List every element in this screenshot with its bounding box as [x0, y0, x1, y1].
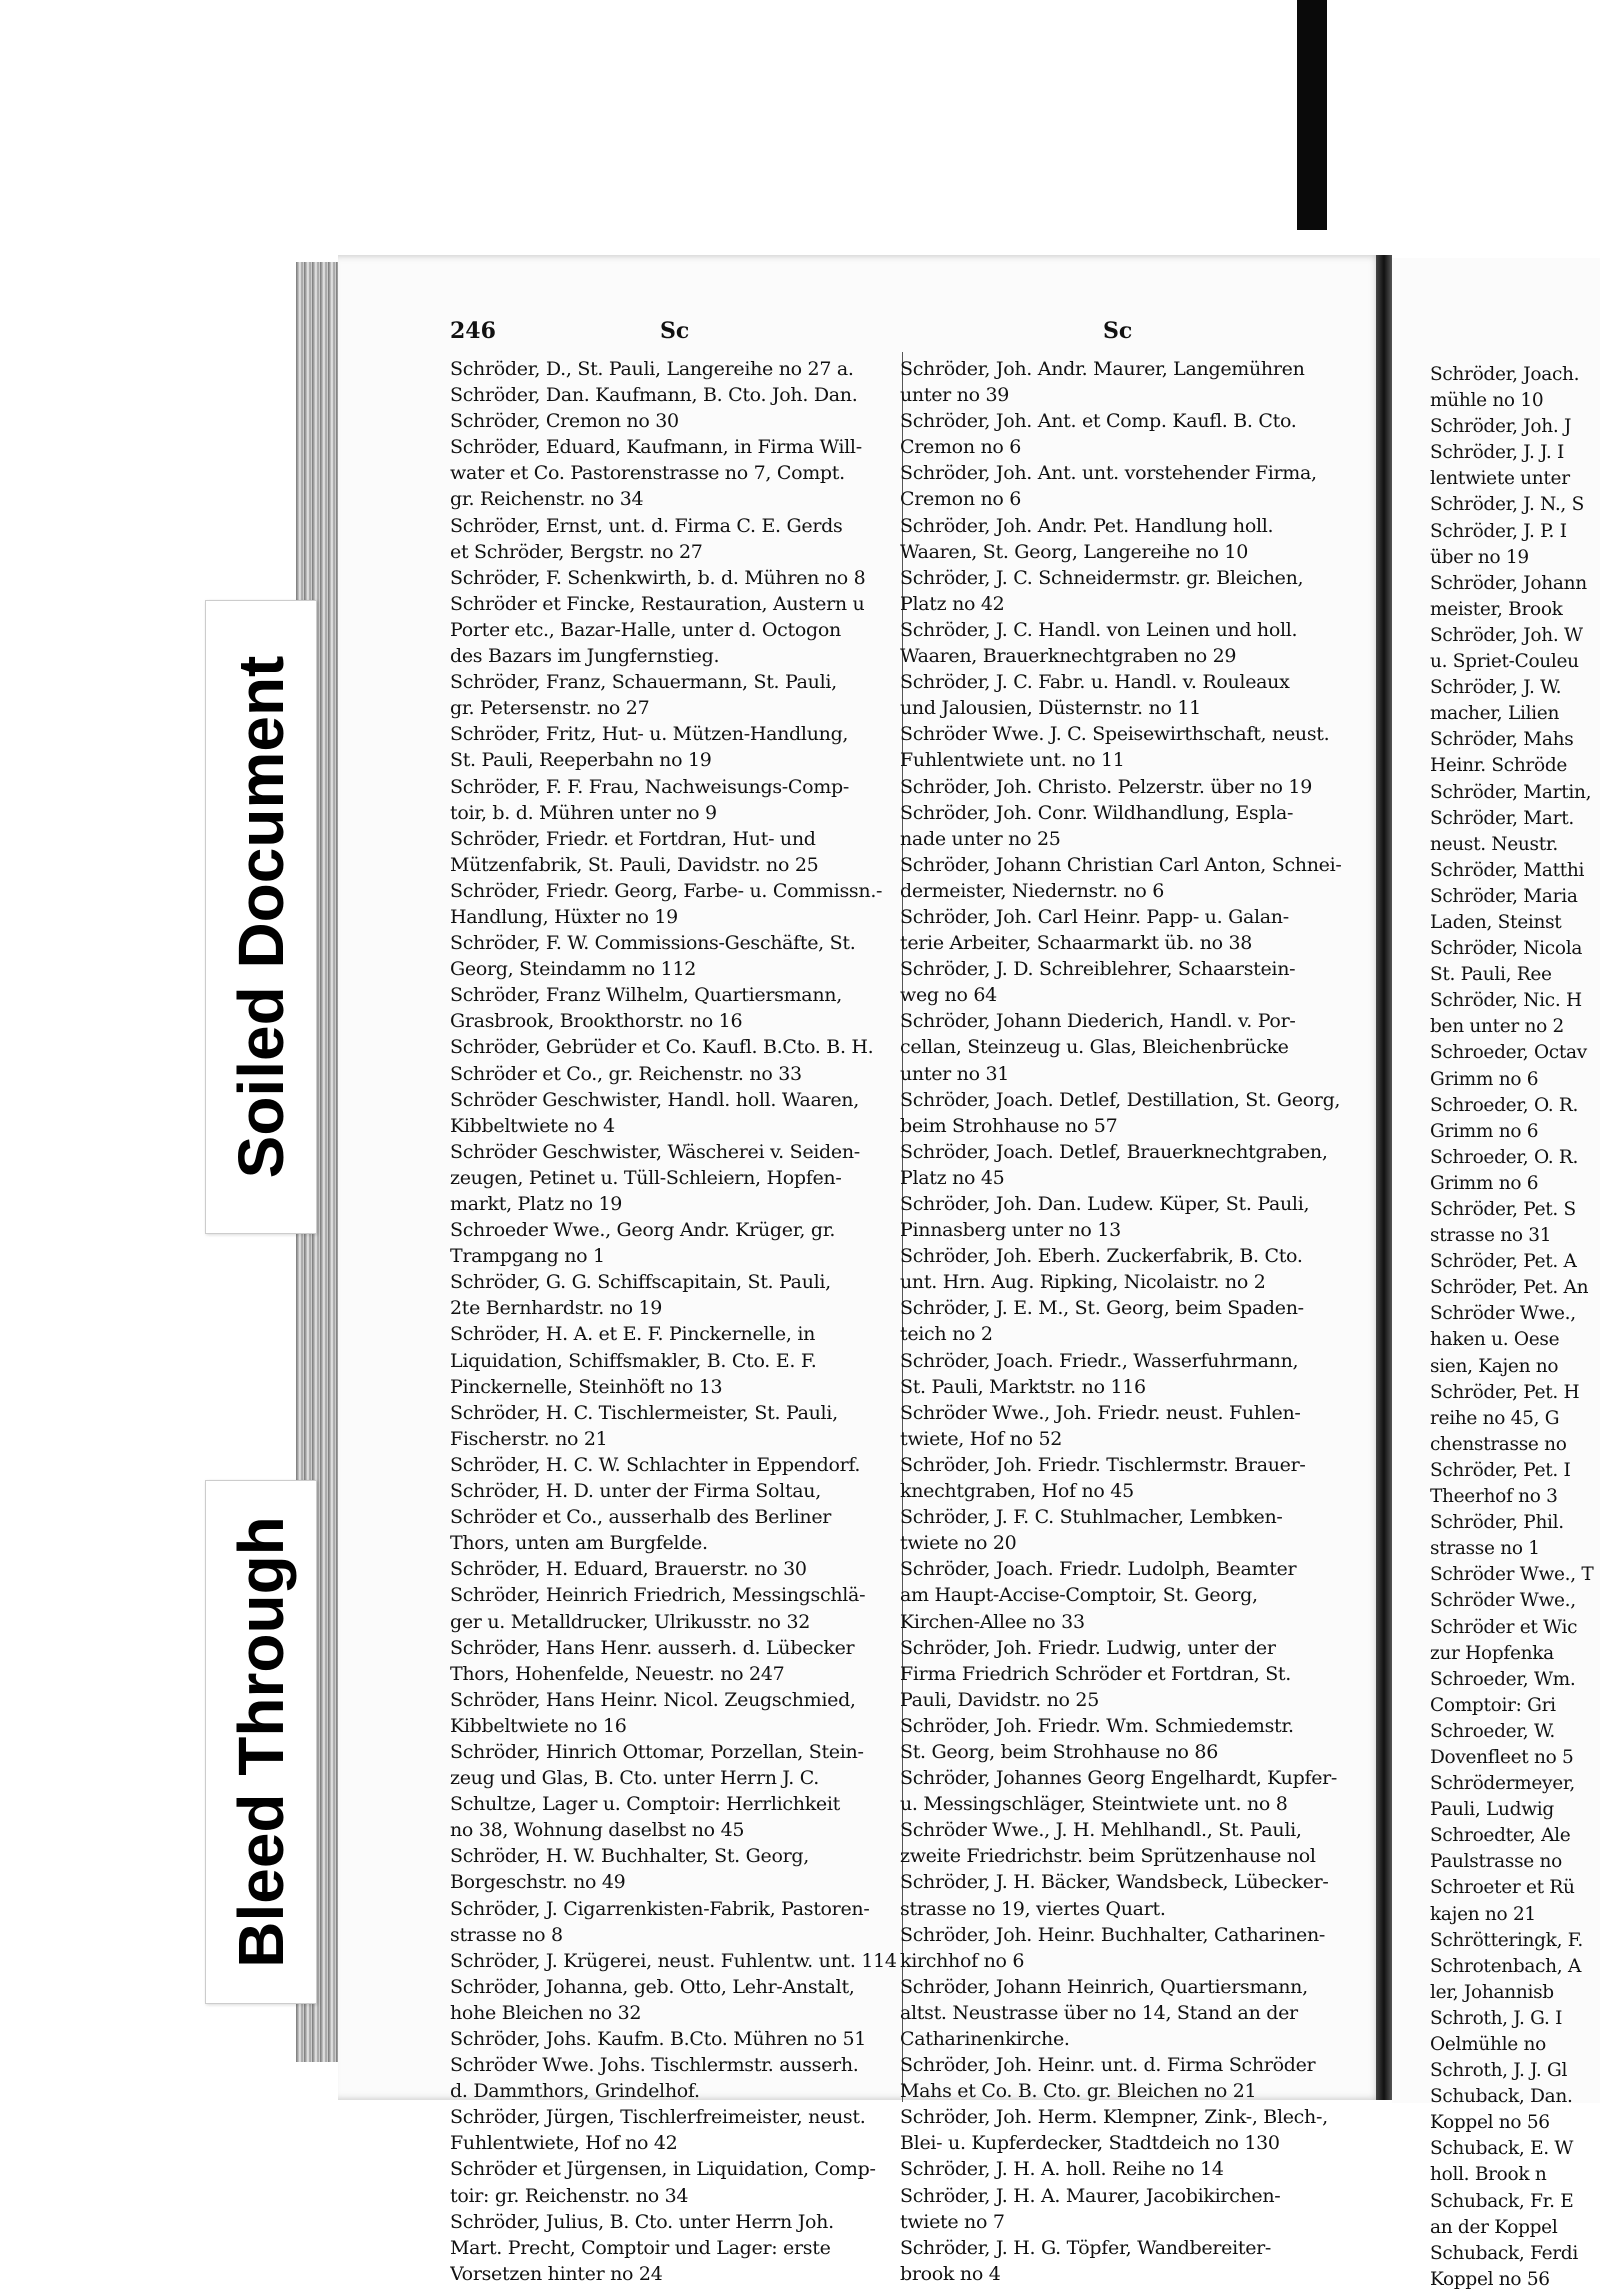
directory-line: Schröder, Joach. Detlef, Brauerknechtgraben, — [900, 1140, 1328, 1163]
directory-line: Schröder, Mahs — [1430, 729, 1574, 751]
directory-line: Catharinenkirche. — [900, 2028, 1070, 2050]
directory-line: brook no 4 — [900, 2262, 1001, 2285]
directory-line: Theerhof no 3 — [1430, 1486, 1558, 1508]
directory-line: Schröder, Joh. Ant. unt. vorstehender Firma, — [900, 462, 1317, 485]
directory-line: ger u. Metalldrucker, Ulrikusstr. no 32 — [450, 1610, 811, 1633]
directory-line: ler, Johannisb — [1430, 1981, 1554, 2003]
directory-line: Schröder, Hinrich Ottomar, Porzellan, Stein- — [450, 1740, 864, 1763]
directory-line: Schröder, Joach. Detlef, Destillation, St. Georg, — [900, 1088, 1341, 1111]
directory-line: Schröder, J. H. A. holl. Reihe no 14 — [900, 2158, 1224, 2181]
directory-line: Schröder, J. H. G. Töpfer, Wandbereiter- — [900, 2236, 1272, 2259]
directory-line: Schröder, Johann Heinrich, Quartiersmann, — [900, 1975, 1308, 1998]
directory-line: an der Koppel — [1430, 2216, 1558, 2238]
directory-line: Schröder, J. J. I — [1430, 442, 1564, 464]
directory-line: Dovenfleet no 5 — [1430, 1746, 1574, 1768]
directory-line: am Haupt-Accise-Comptoir, St. Georg, — [900, 1584, 1258, 1607]
directory-line: Mützenfabrik, St. Pauli, Davidstr. no 25 — [450, 853, 819, 876]
directory-line: Schröder, Matthi — [1430, 859, 1585, 881]
directory-line: Schröder, Joach. Friedr. Ludolph, Beamter — [900, 1558, 1297, 1581]
directory-line: Schröder, Hans Henr. ausserh. d. Lübecker — [450, 1636, 855, 1659]
directory-line: Schröder, Joh. W — [1430, 624, 1583, 646]
directory-line: Schröder, F. Schenkwirth, b. d. Mühren no 8 — [450, 566, 866, 589]
directory-line: des Bazars im Jungfernstieg. — [450, 645, 720, 668]
directory-line: Schroeder, Wm. — [1430, 1668, 1576, 1690]
directory-line: Schröder, Franz Wilhelm, Quartiersmann, — [450, 984, 842, 1007]
directory-line: Schröder, H. W. Buchhalter, St. Georg, — [450, 1845, 809, 1868]
directory-line: Schröder Geschwister, Wäscherei v. Seiden- — [450, 1140, 860, 1163]
directory-line: Waaren, Brauerknechtgraben no 29 — [900, 645, 1237, 668]
directory-line: Schröder et Co., ausserhalb des Berliner — [450, 1506, 832, 1529]
directory-line: Platz no 42 — [900, 592, 1005, 615]
directory-line: knechtgraben, Hof no 45 — [900, 1480, 1134, 1503]
directory-line: Schröder, Joh. Andr. Maurer, Langemühren — [900, 358, 1305, 380]
directory-line: Thors, Hohenfelde, Neuestr. no 247 — [450, 1662, 785, 1685]
directory-line: Schroeder, W. — [1430, 1720, 1556, 1742]
directory-line: unter no 39 — [900, 384, 1010, 407]
directory-line: Mart. Precht, Comptoir und Lager: erste — [450, 2236, 831, 2259]
directory-line: zeugen, Petinet u. Tüll-Schleiern, Hopfen- — [450, 1166, 842, 1189]
directory-line: unt. Hrn. Aug. Ripking, Nicolaistr. no 2 — [900, 1271, 1266, 1294]
directory-line: unter no 31 — [900, 1062, 1010, 1085]
directory-line: Kibbeltwiete no 16 — [450, 1714, 627, 1737]
directory-line: Schröder, Johann — [1430, 572, 1587, 594]
directory-line: Schröder, Joh. J — [1430, 416, 1572, 438]
directory-line: St. Georg, beim Strohhause no 86 — [900, 1740, 1218, 1763]
directory-line: Schuback, Fr. E — [1430, 2190, 1574, 2212]
running-head-right: Sc — [1103, 318, 1133, 344]
directory-line: Schröder, Joh. Friedr. Ludwig, unter der — [900, 1636, 1276, 1659]
directory-line: kajen no 21 — [1430, 1903, 1536, 1925]
directory-line: gr. Reichenstr. no 34 — [450, 488, 644, 511]
directory-line: Pinckernelle, Steinhöft no 13 — [450, 1375, 723, 1398]
running-head-left: Sc — [660, 318, 690, 344]
directory-line: mühle no 10 — [1430, 390, 1544, 412]
directory-line: Schröder, D., St. Pauli, Langereihe no 27 a. — [450, 358, 854, 380]
directory-line: d. Dammthors, Grindelhof. — [450, 2080, 700, 2103]
directory-line: Schröder et Co., gr. Reichenstr. no 33 — [450, 1062, 802, 1085]
directory-line: Vorsetzen hinter no 24 — [450, 2262, 663, 2285]
directory-line: holl. Brook n — [1430, 2164, 1547, 2186]
directory-line: und Jalousien, Düsternstr. no 11 — [900, 697, 1201, 720]
directory-line: Schröder, J. N., S — [1430, 494, 1584, 516]
directory-line: Schröder, J. Krügerei, neust. Fuhlentw. unt. 114 — [450, 1949, 897, 1972]
directory-line: Schroedter, Ale — [1430, 1825, 1571, 1847]
directory-line: hohe Bleichen no 32 — [450, 2001, 642, 2024]
directory-line: Paulstrasse no — [1430, 1851, 1562, 1873]
directory-line: chenstrasse no — [1430, 1433, 1567, 1455]
directory-line: Fuhlentwiete, Hof no 42 — [450, 2132, 678, 2155]
directory-line: Waaren, St. Georg, Langereihe no 10 — [900, 540, 1248, 563]
directory-line: Comptoir: Gri — [1430, 1694, 1556, 1716]
directory-line: Schuback, Dan. — [1430, 2086, 1573, 2108]
directory-line: Schröder Wwe., J. H. Mehlhandl., St. Pauli, — [900, 1819, 1302, 1842]
directory-line: Handlung, Hüxter no 19 — [450, 905, 678, 928]
directory-line: Schröder, J. F. C. Stuhlmacher, Lembken- — [900, 1506, 1283, 1529]
directory-line: Schröder, Gebrüder et Co. Kaufl. B.Cto. B. H. — [450, 1036, 874, 1059]
directory-line: Schröder, J. P. I — [1430, 520, 1567, 542]
directory-line: Schröder, Pet. I — [1430, 1459, 1571, 1481]
directory-line: Kibbeltwiete no 4 — [450, 1114, 615, 1137]
directory-line: Pinnasberg unter no 13 — [900, 1219, 1121, 1242]
directory-line: Schröder, Joach. — [1430, 364, 1580, 385]
directory-line: Schröder, Johanna, geb. Otto, Lehr-Anstalt, — [450, 1975, 855, 1998]
directory-line: zur Hopfenka — [1430, 1642, 1554, 1664]
directory-line: lentwiete unter — [1430, 468, 1570, 490]
directory-line: Schröder, Joach. Friedr., Wasserfuhrmann, — [900, 1349, 1299, 1372]
directory-line: u. Spriet-Couleu — [1430, 651, 1579, 673]
directory-line: Schröder, Hans Heinr. Nicol. Zeugschmied, — [450, 1688, 856, 1711]
directory-line: Grimm no 6 — [1430, 1172, 1539, 1194]
directory-line: Schröder Wwe., — [1430, 1303, 1576, 1325]
directory-line: beim Strohhause no 57 — [900, 1114, 1118, 1137]
directory-line: Schröder et Jürgensen, in Liquidation, Comp- — [450, 2158, 876, 2181]
directory-line: St. Pauli, Marktstr. no 116 — [900, 1375, 1146, 1398]
directory-line: Schröder Wwe., T — [1430, 1564, 1594, 1586]
directory-line: no 38, Wohnung daselbst no 45 — [450, 1819, 745, 1842]
directory-line: Schroeder, O. R. — [1430, 1146, 1579, 1168]
directory-line: Schröder, Pet. H — [1430, 1381, 1580, 1403]
directory-line: Firma Friedrich Schröder et Fortdran, St. — [900, 1662, 1291, 1685]
directory-line: Schröder Wwe. Johs. Tischlermstr. ausserh. — [450, 2054, 859, 2077]
directory-line: Schröder, G. G. Schiffscapitain, St. Pauli, — [450, 1271, 831, 1294]
directory-line: Schröder, Friedr. et Fortdran, Hut- und — [450, 827, 816, 850]
directory-line: Laden, Steinst — [1430, 911, 1562, 933]
directory-line: Mahs et Co. B. Cto. gr. Bleichen no 21 — [900, 2080, 1257, 2103]
directory-line: strasse no 19, viertes Quart. — [900, 1897, 1166, 1920]
directory-line: Schröder, Joh. Heinr. unt. d. Firma Schröder — [900, 2054, 1316, 2077]
directory-line: Schröder Geschwister, Handl. holl. Waaren, — [450, 1088, 859, 1111]
directory-line: Oelmühle no — [1430, 2034, 1546, 2055]
directory-line: toir, b. d. Mühren unter no 9 — [450, 801, 717, 824]
directory-line: Koppel no 56 — [1430, 2268, 1550, 2290]
directory-line: Porter etc., Bazar-Halle, unter d. Octogon — [450, 618, 841, 641]
directory-line: Schröder, J. D. Schreiblehrer, Schaarstein- — [900, 958, 1296, 981]
directory-line: nade unter no 25 — [900, 827, 1061, 850]
directory-line: Schroeder, O. R. — [1430, 1094, 1579, 1116]
directory-line: Schröder, Friedr. Georg, Farbe- u. Commissn.- — [450, 879, 883, 902]
directory-line: Schroeter et Rü — [1430, 1877, 1575, 1899]
directory-line: Grimm no 6 — [1430, 1068, 1539, 1090]
directory-line: zweite Friedrichstr. beim Sprützenhause nol — [900, 1845, 1316, 1868]
directory-line: Schröder, H. C. W. Schlachter in Eppendorf. — [450, 1453, 861, 1476]
directory-line: über no 19 — [1430, 546, 1529, 568]
directory-line: Schröder, Heinrich Friedrich, Messingschlä- — [450, 1584, 866, 1607]
directory-line: weg no 64 — [900, 984, 997, 1007]
directory-line: Schröder, Joh. Andr. Pet. Handlung holl. — [900, 514, 1274, 537]
directory-line: twiete, Hof no 52 — [900, 1427, 1063, 1450]
directory-line: Schröder, Johann Diederich, Handl. v. Por- — [900, 1010, 1296, 1033]
directory-line: Kirchen-Allee no 33 — [900, 1610, 1085, 1633]
directory-line: Schröder, Joh. Heinr. Buchhalter, Catharinen- — [900, 1923, 1326, 1946]
directory-line: Schröder, Joh. Eberh. Zuckerfabrik, B. Cto. — [900, 1245, 1303, 1268]
directory-line: sien, Kajen no — [1430, 1355, 1559, 1377]
directory-line: markt, Platz no 19 — [450, 1193, 623, 1215]
directory-line: terie Arbeiter, Schaarmarkt üb. no 38 — [900, 932, 1253, 955]
directory-line: Borgeschstr. no 49 — [450, 1871, 626, 1894]
directory-line: Schröder et Wic — [1430, 1616, 1578, 1638]
directory-line: strasse no 31 — [1430, 1225, 1552, 1247]
directory-line: Schröder, F. W. Commissions-Geschäfte, St. — [450, 932, 856, 955]
directory-line: Schröder, Jürgen, Tischlerfreimeister, neust. — [450, 2106, 866, 2129]
directory-line: Schröder, J. H. A. Maurer, Jacobikirchen- — [900, 2184, 1281, 2207]
directory-line: Schröder, Cremon no 30 — [450, 410, 679, 433]
directory-line: haken u. Oese — [1430, 1329, 1560, 1351]
directory-line: ben unter no 2 — [1430, 1016, 1565, 1038]
directory-line: dermeister, Niedernstr. no 6 — [900, 879, 1165, 902]
directory-line: Schröder, Joh. Carl Heinr. Papp- u. Galan- — [900, 905, 1289, 928]
directory-line: water et Co. Pastorenstrasse no 7, Compt. — [450, 462, 845, 485]
directory-line: macher, Lilien — [1430, 703, 1560, 725]
directory-line: Schrötteringk, F. — [1430, 1929, 1583, 1951]
directory-line: Schröder, J. E. M., St. Georg, beim Spaden- — [900, 1297, 1304, 1320]
directory-line: Schröder, J. Cigarrenkisten-Fabrik, Pastoren- — [450, 1897, 870, 1920]
directory-line: Schröder, Nicola — [1430, 938, 1583, 960]
directory-line: Schröder Wwe., — [1430, 1590, 1576, 1612]
directory-line: Schuback, Ferdi — [1430, 2242, 1578, 2264]
directory-line: Schröder, Joh. Friedr. Tischlermstr. Brauer- — [900, 1453, 1306, 1476]
directory-line: Schultze, Lager u. Comptoir: Herrlichkeit — [450, 1793, 840, 1816]
directory-line: Schröder, Mart. — [1430, 807, 1574, 829]
directory-line: Trampgang no 1 — [450, 1245, 605, 1268]
directory-line: 2te Bernhardstr. no 19 — [450, 1297, 663, 1320]
directory-line: altst. Neustrasse über no 14, Stand an der — [900, 2001, 1298, 2024]
directory-line: Schröder, Joh. Herm. Klempner, Zink-, Blech-, — [900, 2106, 1328, 2129]
directory-line: zeug und Glas, B. Cto. unter Herrn J. C. — [450, 1767, 820, 1790]
directory-line: Schrotenbach, A — [1430, 1955, 1581, 1977]
directory-line: Schröder, H. A. et E. F. Pinckernelle, in — [450, 1323, 816, 1346]
bleed-through-text: Bleed Through — [225, 1516, 297, 1968]
directory-line: Pauli, Davidstr. no 25 — [900, 1688, 1100, 1711]
directory-line: Fuhlentwiete unt. no 11 — [900, 749, 1125, 772]
directory-line: Schröder, F. F. Frau, Nachweisungs-Comp- — [450, 775, 849, 798]
directory-line: Schröder, Fritz, Hut- u. Mützen-Handlung, — [450, 723, 849, 746]
directory-line: teich no 2 — [900, 1323, 993, 1346]
directory-line: Schröder, Julius, B. Cto. unter Herrn Joh. — [450, 2210, 834, 2233]
directory-line: u. Messingschläger, Steintwiete unt. no 8 — [900, 1793, 1288, 1816]
directory-line: Schröder, Pet. An — [1430, 1277, 1589, 1299]
directory-line: Schröder, Joh. Conr. Wildhandlung, Espla- — [900, 801, 1294, 824]
directory-line: Schröder, H. Eduard, Brauerstr. no 30 — [450, 1558, 807, 1581]
directory-line: Schroth, J. G. I — [1430, 2007, 1563, 2029]
directory-line: Schröder, Nic. H — [1430, 990, 1582, 1012]
directory-line: Schröder, Maria — [1430, 885, 1578, 907]
directory-line: Schröder, Dan. Kaufmann, B. Cto. Joh. Dan. — [450, 384, 858, 407]
directory-line: Blei- u. Kupferdecker, Stadtdeich no 130 — [900, 2132, 1280, 2155]
directory-line: Schröder, J. W. — [1430, 677, 1562, 699]
black-margin-bar — [1297, 0, 1327, 230]
directory-line: Cremon no 6 — [900, 436, 1022, 459]
directory-line: Platz no 45 — [900, 1166, 1005, 1189]
directory-line: Schröder, Ernst, unt. d. Firma C. E. Gerds — [450, 514, 843, 537]
soiled-document-label — [205, 600, 317, 1234]
directory-line: Cremon no 6 — [900, 488, 1022, 511]
directory-line: Pauli, Ludwig — [1430, 1799, 1554, 1821]
directory-line: Schröder Wwe., Joh. Friedr. neust. Fuhlen- — [900, 1401, 1301, 1424]
directory-line: Schröder, J. C. Schneidermstr. gr. Bleichen, — [900, 566, 1304, 589]
directory-line: reihe no 45, G — [1430, 1407, 1560, 1429]
bleed-through-label — [205, 1480, 317, 2004]
directory-line: twiete no 20 — [900, 1532, 1017, 1555]
directory-line: strasse no 8 — [450, 1923, 563, 1946]
directory-line: Schröder, Pet. A — [1430, 1251, 1577, 1273]
directory-line: Schröder, Pet. S — [1430, 1199, 1576, 1220]
directory-line: Thors, unten am Burgfelde. — [450, 1532, 708, 1555]
directory-line: neust. Neustr. — [1430, 833, 1558, 855]
directory-line: Schröder, Phil. — [1430, 1512, 1564, 1534]
directory-line: Schrödermeyer, — [1430, 1773, 1575, 1795]
directory-line: Schröder, Franz, Schauermann, St. Pauli, — [450, 671, 837, 694]
directory-line: Schröder, Johs. Kaufm. B.Cto. Mühren no 51 — [450, 2028, 867, 2050]
directory-line: Schröder Wwe. J. C. Speisewirthschaft, neust. — [900, 723, 1330, 746]
directory-line: Schröder, Johann Christian Carl Anton, Schnei- — [900, 853, 1342, 876]
directory-line: Schröder, Joh. Dan. Ludew. Küper, St. Pauli, — [900, 1193, 1310, 1215]
directory-line: cellan, Steinzeug u. Glas, Bleichenbrücke — [900, 1036, 1289, 1059]
directory-line: Schröder, H. C. Tischlermeister, St. Pauli, — [450, 1401, 838, 1424]
directory-line: Grasbrook, Brookthorstr. no 16 — [450, 1010, 743, 1033]
directory-line: twiete no 7 — [900, 2210, 1005, 2233]
directory-line: gr. Petersenstr. no 27 — [450, 697, 650, 720]
directory-line: et Schröder, Bergstr. no 27 — [450, 540, 703, 563]
directory-line: Schröder, J. C. Handl. von Leinen und holl. — [900, 618, 1298, 641]
directory-line: St. Pauli, Reeperbahn no 19 — [450, 749, 712, 772]
left-directory-column — [450, 356, 900, 2287]
directory-line: Schröder, Martin, — [1430, 781, 1592, 803]
directory-line: toir: gr. Reichenstr. no 34 — [450, 2184, 689, 2207]
directory-line: strasse no 1 — [1430, 1538, 1540, 1560]
directory-line: Georg, Steindamm no 112 — [450, 958, 697, 981]
directory-line: Schröder, J. H. Bäcker, Wandsbeck, Lübecker- — [900, 1871, 1329, 1894]
directory-line: Liquidation, Schiffsmakler, B. Cto. E. F. — [450, 1349, 817, 1372]
directory-line: Koppel no 56 — [1430, 2112, 1550, 2134]
directory-line: Schuback, E. W — [1430, 2138, 1574, 2160]
directory-line: Schröder, Johannes Georg Engelhardt, Kupfer- — [900, 1767, 1338, 1790]
directory-line: Schröder, Joh. Christo. Pelzerstr. über no 19 — [900, 775, 1312, 798]
directory-line: Schröder, Eduard, Kaufmann, in Firma Will- — [450, 436, 862, 459]
soiled-document-text: Soiled Document — [225, 655, 297, 1179]
directory-line: Grimm no 6 — [1430, 1120, 1539, 1142]
directory-line: Fischerstr. no 21 — [450, 1427, 608, 1450]
right-page-column — [1430, 362, 1600, 2293]
directory-line: Schroeder, Octav — [1430, 1042, 1587, 1064]
directory-line: Schröder, J. C. Fabr. u. Handl. v. Rouleaux — [900, 671, 1290, 694]
directory-line: Schroth, J. J. Gl — [1430, 2060, 1568, 2082]
directory-line: meister, Brook — [1430, 598, 1563, 620]
directory-line: Schröder, Joh. Ant. et Comp. Kaufl. B. Cto. — [900, 410, 1297, 433]
directory-line: Schröder et Fincke, Restauration, Austern u — [450, 592, 865, 615]
middle-directory-column — [900, 356, 1350, 2287]
directory-line: Schröder, H. D. unter der Firma Soltau, — [450, 1480, 821, 1503]
directory-line: kirchhof no 6 — [900, 1949, 1025, 1972]
directory-line: St. Pauli, Ree — [1430, 964, 1552, 986]
directory-line: Heinr. Schröde — [1430, 755, 1568, 777]
book-gutter — [1376, 255, 1392, 2100]
directory-line: Schröder, Joh. Friedr. Wm. Schmiedemstr. — [900, 1714, 1294, 1737]
directory-line: Schroeder Wwe., Georg Andr. Krüger, gr. — [450, 1219, 836, 1242]
page-number: 246 — [450, 318, 496, 344]
